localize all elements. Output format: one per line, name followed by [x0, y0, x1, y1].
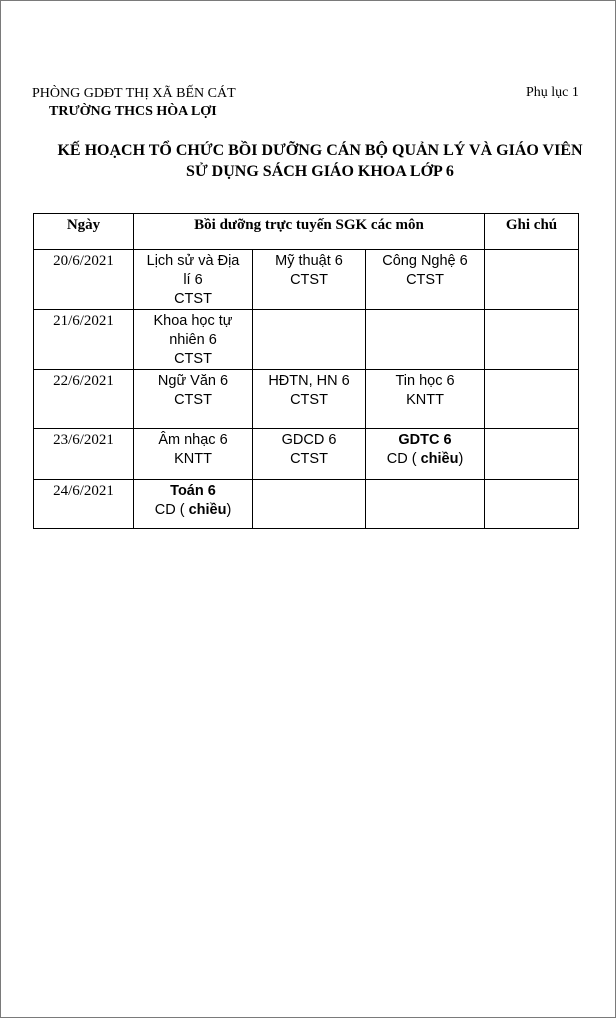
title-line-2: SỬ DỤNG SÁCH GIÁO KHOA LỚP 6	[186, 163, 454, 180]
subject-line: Lịch sử và Địa	[146, 253, 240, 269]
date-cell: 24/6/2021	[34, 480, 134, 529]
note-cell	[485, 310, 579, 370]
note-cell	[485, 250, 579, 310]
publisher-prefix: CD (	[386, 451, 421, 467]
publisher-line: CTST	[174, 291, 212, 307]
schedule-table	[33, 213, 579, 529]
subject-cell	[366, 370, 485, 429]
subject-cell	[134, 429, 253, 480]
subject-line: Mỹ thuật 6	[275, 253, 343, 269]
subject-cell	[366, 250, 485, 310]
session-note: chiều	[420, 451, 459, 467]
header-note: Ghi chú	[485, 214, 579, 250]
table-row	[34, 370, 579, 429]
publisher-line: CTST	[406, 272, 444, 288]
publisher-suffix: )	[226, 502, 232, 518]
subject-line: Tin học 6	[395, 373, 455, 389]
subject-line: lí 6	[183, 272, 203, 288]
subject-cell	[134, 480, 253, 529]
subject-line: GDTC 6	[398, 432, 452, 448]
school-name: TRƯỜNG THCS HÒA LỢI	[49, 104, 217, 119]
subject-line: Khoa học tự	[153, 313, 233, 329]
publisher-suffix: )	[458, 451, 464, 467]
header-left	[32, 85, 236, 121]
publisher-line: CTST	[174, 392, 212, 408]
session-note: chiều	[188, 502, 227, 518]
note-cell	[485, 480, 579, 529]
subject-line: Ngữ Văn 6	[157, 373, 229, 389]
note-cell	[485, 370, 579, 429]
subject-cell	[253, 429, 366, 480]
subject-cell	[366, 429, 485, 480]
subject-line: HĐTN, HN 6	[268, 373, 350, 389]
subject-cell	[134, 250, 253, 310]
subject-cell	[253, 250, 366, 310]
empty-cell	[366, 480, 485, 529]
table-header-row	[34, 214, 579, 250]
publisher-line	[136, 501, 250, 520]
table-row	[34, 310, 579, 370]
table-row	[34, 250, 579, 310]
publisher-line: CTST	[290, 392, 328, 408]
note-cell	[485, 429, 579, 480]
empty-cell	[366, 310, 485, 370]
document-title	[31, 140, 609, 182]
subject-line: Âm nhạc 6	[158, 432, 228, 448]
header-date: Ngày	[34, 214, 134, 250]
empty-cell	[253, 480, 366, 529]
date-cell: 22/6/2021	[34, 370, 134, 429]
date-cell: 21/6/2021	[34, 310, 134, 370]
subject-cell	[253, 370, 366, 429]
empty-cell	[253, 310, 366, 370]
title-line-1: KẾ HOẠCH TỔ CHỨC BỒI DƯỠNG CÁN BỘ QUẢN LÝ VÀ GIÁO VIÊN	[57, 142, 583, 159]
publisher-line: CTST	[290, 272, 328, 288]
subject-line: Toán 6	[170, 483, 216, 499]
header-subjects: Bồi dưỡng trực tuyến SGK các môn	[134, 214, 485, 250]
subject-line: Công Nghệ 6	[382, 253, 468, 269]
subject-cell	[134, 370, 253, 429]
publisher-line: CTST	[290, 451, 328, 467]
publisher-line	[368, 450, 482, 469]
publisher-line: KNTT	[406, 392, 444, 408]
org-name: PHÒNG GDĐT THỊ XÃ BẾN CÁT	[32, 86, 236, 101]
publisher-line: CTST	[174, 351, 212, 367]
appendix-label: Phụ lục 1	[526, 85, 579, 100]
subject-line: nhiên 6	[169, 332, 217, 348]
publisher-prefix: CD (	[154, 502, 189, 518]
subject-line: GDCD 6	[281, 432, 337, 448]
date-cell: 23/6/2021	[34, 429, 134, 480]
table-row	[34, 480, 579, 529]
table-row	[34, 429, 579, 480]
publisher-line: KNTT	[174, 451, 212, 467]
date-cell: 20/6/2021	[34, 250, 134, 310]
subject-cell	[134, 310, 253, 370]
